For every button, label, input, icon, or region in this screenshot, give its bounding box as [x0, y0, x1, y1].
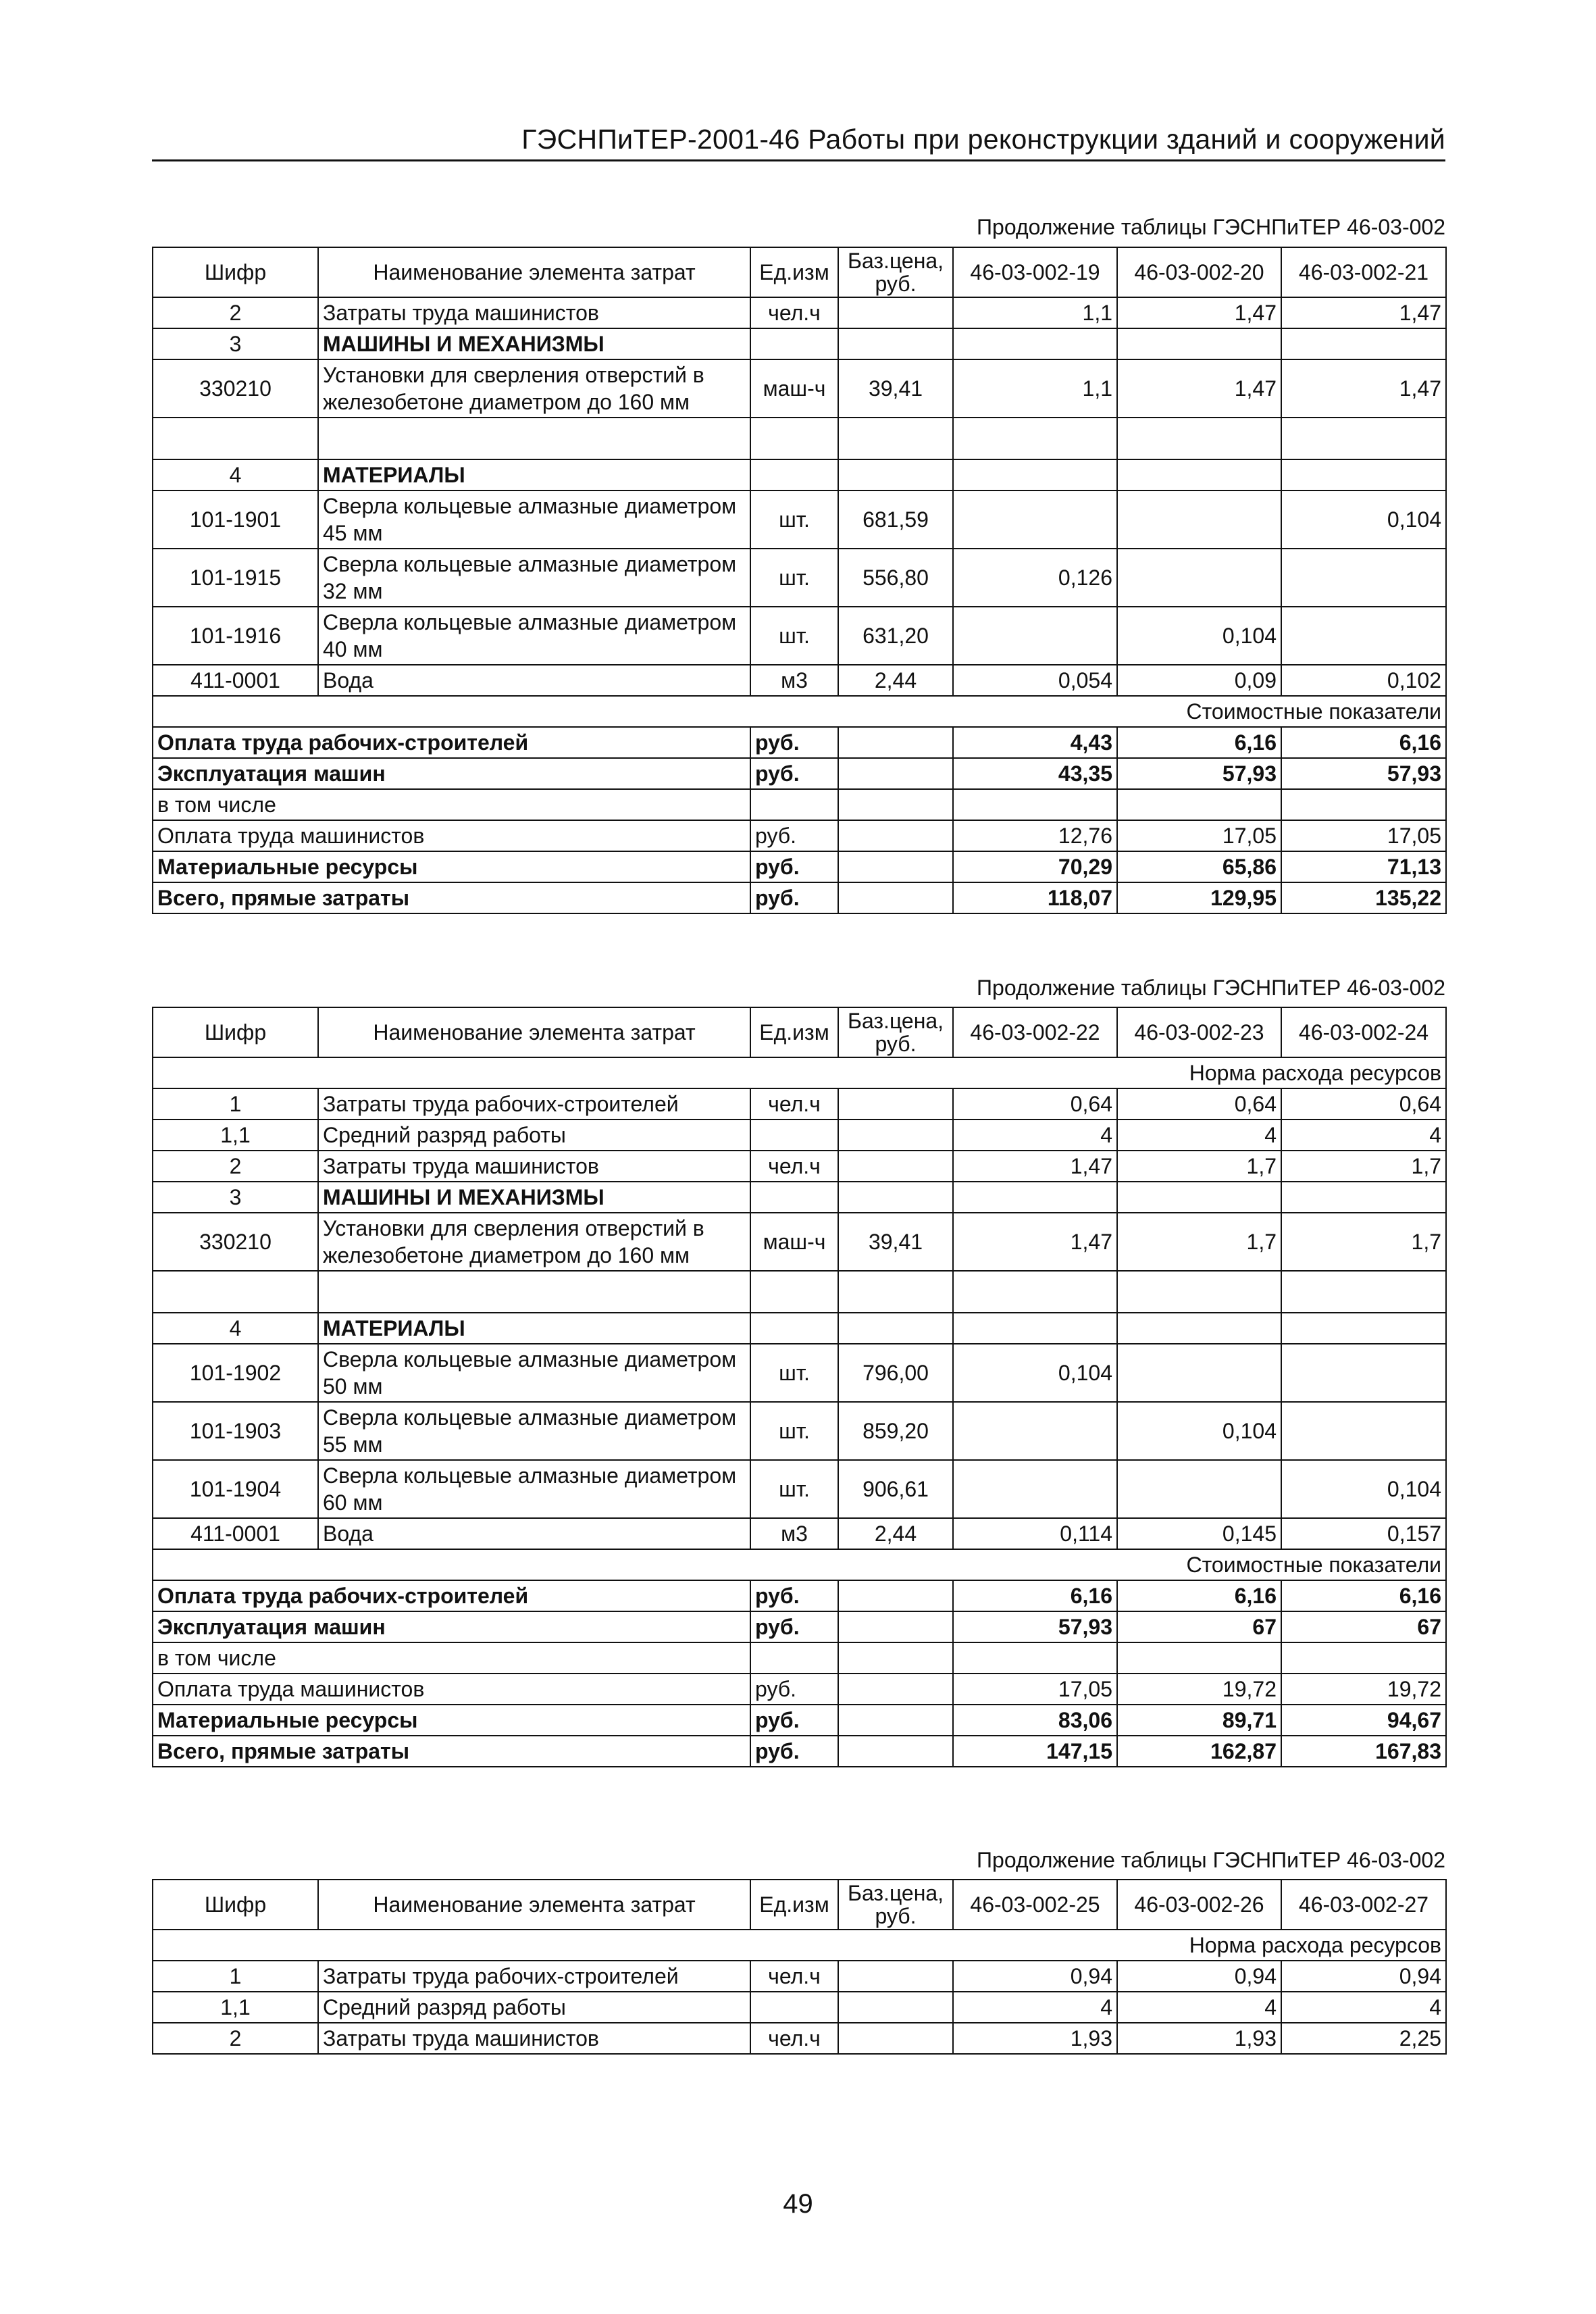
cost-value: 57,93: [1117, 758, 1281, 789]
row-code: 1: [153, 1961, 318, 1992]
cost-value: 89,71: [1117, 1705, 1281, 1736]
cost-value: 94,67: [1281, 1705, 1446, 1736]
row-value: [1281, 1344, 1446, 1402]
row-value: [953, 491, 1117, 549]
table-row: [153, 1518, 1446, 1549]
row-unit: [750, 1992, 838, 2023]
row-unit: шт.: [750, 1344, 838, 1402]
row-unit: чел.ч: [750, 297, 838, 328]
row-value: 0,64: [1117, 1088, 1281, 1120]
row-code: 101-1916: [153, 607, 318, 665]
cost-unit: руб.: [750, 882, 838, 913]
section-row: [153, 1182, 1446, 1213]
cost-name: Эксплуатация машин: [153, 758, 750, 789]
row-code: 411-0001: [153, 665, 318, 696]
row-value: 1,93: [953, 2023, 1117, 2054]
cost-indicators-label: Стоимостные показатели: [153, 1549, 1446, 1580]
resource-table-3: [152, 1879, 1447, 2055]
cost-value: 135,22: [1281, 882, 1446, 913]
row-value: 2,25: [1281, 2023, 1446, 2054]
cost-row: [153, 789, 1446, 820]
row-value: [953, 1460, 1117, 1518]
spacer-row: [153, 418, 1446, 459]
cost-row: [153, 1736, 1446, 1767]
cost-name: Материальные ресурсы: [153, 1705, 750, 1736]
row-price: [838, 1088, 953, 1120]
row-name: Средний разряд работы: [318, 1120, 750, 1151]
table3-caption: Продолжение таблицы ГЭСНПиТЕР 46-03-002: [977, 1848, 1445, 1872]
row-value: 1,47: [953, 1213, 1117, 1271]
norm-label: Норма расхода ресурсов: [153, 1930, 1446, 1961]
section-title-materials: МАТЕРИАЛЫ: [318, 459, 750, 491]
section-title-machines: МАШИНЫ И МЕХАНИЗМЫ: [318, 1182, 750, 1213]
col-name-header: Наименование элемента затрат: [318, 247, 750, 297]
row-unit: шт.: [750, 607, 838, 665]
row-value: [1117, 549, 1281, 607]
row-value: 4: [1117, 1992, 1281, 2023]
row-name: Сверла кольцевые алмазные диаметром 40 мм: [318, 607, 750, 665]
col-norm-header: 46-03-002-24: [1281, 1007, 1446, 1057]
table-row: [153, 1151, 1446, 1182]
row-value: 1,7: [1281, 1151, 1446, 1182]
row-value: 4: [1281, 1992, 1446, 2023]
cost-label-row: [153, 696, 1446, 727]
table-row: [153, 1213, 1446, 1271]
row-name: Вода: [318, 1518, 750, 1549]
row-price: 859,20: [838, 1402, 953, 1460]
col-code-header: Шифр: [153, 247, 318, 297]
cost-value: 6,16: [1281, 1580, 1446, 1611]
table-row: [153, 491, 1446, 549]
cost-unit: руб.: [750, 1611, 838, 1642]
table2-caption: Продолжение таблицы ГЭСНПиТЕР 46-03-002: [977, 976, 1445, 1000]
row-value: [1281, 607, 1446, 665]
table-row: [153, 1961, 1446, 1992]
table-row: [153, 1402, 1446, 1460]
section-row: [153, 1313, 1446, 1344]
row-price: [838, 297, 953, 328]
col-code-header: Шифр: [153, 1007, 318, 1057]
cost-value: 118,07: [953, 882, 1117, 913]
resource-table-1: [152, 247, 1447, 914]
row-name: Установки для сверления отверстий в железобетоне диаметром до 160 мм: [318, 1213, 750, 1271]
table-row: [153, 1460, 1446, 1518]
row-price: 39,41: [838, 1213, 953, 1271]
row-value: 1,47: [1281, 359, 1446, 418]
row-value: 0,114: [953, 1518, 1117, 1549]
cost-value: 57,93: [953, 1611, 1117, 1642]
cost-unit: руб.: [750, 758, 838, 789]
cost-name: Оплата труда машинистов: [153, 1674, 750, 1705]
row-name: Затраты труда рабочих-строителей: [318, 1088, 750, 1120]
row-value: 0,104: [1117, 607, 1281, 665]
col-price-header: Баз.цена, руб.: [838, 247, 953, 297]
row-value: 0,054: [953, 665, 1117, 696]
row-value: [953, 1402, 1117, 1460]
row-code: 2: [153, 297, 318, 328]
row-value: 4: [1117, 1120, 1281, 1151]
col-norm-header: 46-03-002-20: [1117, 247, 1281, 297]
norm-label: Норма расхода ресурсов: [153, 1057, 1446, 1088]
cost-value: 129,95: [1117, 882, 1281, 913]
cost-row: [153, 758, 1446, 789]
row-value: 0,104: [1117, 1402, 1281, 1460]
row-code: 1: [153, 1088, 318, 1120]
section-row: [153, 328, 1446, 359]
cost-value: 147,15: [953, 1736, 1117, 1767]
cost-name: Оплата труда рабочих-строителей: [153, 1580, 750, 1611]
row-unit: [750, 1120, 838, 1151]
cost-value: 17,05: [953, 1674, 1117, 1705]
row-value: [1117, 491, 1281, 549]
row-unit: чел.ч: [750, 1088, 838, 1120]
cost-label-row: [153, 1549, 1446, 1580]
cost-value: 67: [1117, 1611, 1281, 1642]
col-norm-header: 46-03-002-26: [1117, 1880, 1281, 1930]
cost-name: Оплата труда машинистов: [153, 820, 750, 851]
table-header-row: [153, 1880, 1446, 1930]
table-row: [153, 359, 1446, 418]
cost-value: 167,83: [1281, 1736, 1446, 1767]
row-unit: чел.ч: [750, 1151, 838, 1182]
table-row: [153, 665, 1446, 696]
row-value: 1,47: [953, 1151, 1117, 1182]
row-value: 1,1: [953, 297, 1117, 328]
cost-unit: руб.: [750, 727, 838, 758]
cost-value: 6,16: [1117, 1580, 1281, 1611]
row-code: 101-1903: [153, 1402, 318, 1460]
col-name-header: Наименование элемента затрат: [318, 1880, 750, 1930]
cost-row: [153, 851, 1446, 882]
cost-row: [153, 1674, 1446, 1705]
resource-table-2: [152, 1007, 1447, 1767]
cost-value: 19,72: [1281, 1674, 1446, 1705]
row-value: 0,157: [1281, 1518, 1446, 1549]
cost-value: 19,72: [1117, 1674, 1281, 1705]
row-name: Установки для сверления отверстий в железобетоне диаметром до 160 мм: [318, 359, 750, 418]
row-value: 1,7: [1117, 1151, 1281, 1182]
page-header-title: ГЭСНПиТЕР-2001-46 Работы при реконструкции зданий и сооружений: [521, 124, 1445, 155]
row-name: Вода: [318, 665, 750, 696]
row-price: 631,20: [838, 607, 953, 665]
row-code: 101-1901: [153, 491, 318, 549]
row-value: [1281, 549, 1446, 607]
col-norm-header: 46-03-002-27: [1281, 1880, 1446, 1930]
row-value: 4: [1281, 1120, 1446, 1151]
cost-value: 67: [1281, 1611, 1446, 1642]
section-code: 3: [153, 328, 318, 359]
row-value: 1,7: [1281, 1213, 1446, 1271]
row-unit: маш-ч: [750, 359, 838, 418]
row-price: [838, 1961, 953, 1992]
row-code: 411-0001: [153, 1518, 318, 1549]
col-code-header: Шифр: [153, 1880, 318, 1930]
row-code: 1,1: [153, 1992, 318, 2023]
row-value: 4: [953, 1992, 1117, 2023]
row-code: 2: [153, 1151, 318, 1182]
cost-name: Эксплуатация машин: [153, 1611, 750, 1642]
row-name: Сверла кольцевые алмазные диаметром 60 мм: [318, 1460, 750, 1518]
page-number: 49: [783, 2189, 813, 2219]
row-name: Средний разряд работы: [318, 1992, 750, 2023]
cost-value: 65,86: [1117, 851, 1281, 882]
row-value: 0,09: [1117, 665, 1281, 696]
row-price: [838, 1151, 953, 1182]
table1-caption: Продолжение таблицы ГЭСНПиТЕР 46-03-002: [977, 215, 1445, 239]
cost-row: [153, 1705, 1446, 1736]
row-unit: м3: [750, 1518, 838, 1549]
row-code: 101-1904: [153, 1460, 318, 1518]
row-value: 0,94: [1281, 1961, 1446, 1992]
cost-value: 17,05: [1281, 820, 1446, 851]
cost-name: Всего, прямые затраты: [153, 882, 750, 913]
cost-value: 12,76: [953, 820, 1117, 851]
col-unit-header: Ед.изм: [750, 247, 838, 297]
row-value: 0,94: [953, 1961, 1117, 1992]
row-value: 0,126: [953, 549, 1117, 607]
cost-row: [153, 727, 1446, 758]
row-unit: шт.: [750, 1460, 838, 1518]
col-name-header: Наименование элемента затрат: [318, 1007, 750, 1057]
row-name: Затраты труда рабочих-строителей: [318, 1961, 750, 1992]
col-unit-header: Ед.изм: [750, 1880, 838, 1930]
row-price: [838, 1120, 953, 1151]
table-row: [153, 607, 1446, 665]
row-code: 101-1915: [153, 549, 318, 607]
cost-name: в том числе: [153, 789, 750, 820]
row-name: Сверла кольцевые алмазные диаметром 55 мм: [318, 1402, 750, 1460]
row-value: 0,102: [1281, 665, 1446, 696]
section-row: [153, 459, 1446, 491]
section-title-machines: МАШИНЫ И МЕХАНИЗМЫ: [318, 328, 750, 359]
section-code: 4: [153, 1313, 318, 1344]
row-price: 796,00: [838, 1344, 953, 1402]
table-row: [153, 1344, 1446, 1402]
cost-unit: руб.: [750, 1674, 838, 1705]
cost-value: 6,16: [1281, 727, 1446, 758]
cost-unit: руб.: [750, 851, 838, 882]
cost-value: 17,05: [1117, 820, 1281, 851]
row-name: Сверла кольцевые алмазные диаметром 45 мм: [318, 491, 750, 549]
row-value: [953, 607, 1117, 665]
col-price-header: Баз.цена, руб.: [838, 1880, 953, 1930]
row-unit: шт.: [750, 1402, 838, 1460]
col-norm-header: 46-03-002-19: [953, 247, 1117, 297]
row-value: [1117, 1344, 1281, 1402]
cost-unit: руб.: [750, 1580, 838, 1611]
row-unit: шт.: [750, 549, 838, 607]
row-unit: м3: [750, 665, 838, 696]
cost-unit: руб.: [750, 1736, 838, 1767]
row-code: 1,1: [153, 1120, 318, 1151]
cost-name: в том числе: [153, 1642, 750, 1674]
row-value: [1117, 1460, 1281, 1518]
cost-value: 43,35: [953, 758, 1117, 789]
row-price: 2,44: [838, 1518, 953, 1549]
row-name: Затраты труда машинистов: [318, 2023, 750, 2054]
row-code: 330210: [153, 359, 318, 418]
col-norm-header: 46-03-002-25: [953, 1880, 1117, 1930]
row-name: Сверла кольцевые алмазные диаметром 50 мм: [318, 1344, 750, 1402]
row-value: 0,145: [1117, 1518, 1281, 1549]
row-value: 1,47: [1117, 359, 1281, 418]
col-norm-header: 46-03-002-21: [1281, 247, 1446, 297]
cost-row: [153, 1642, 1446, 1674]
row-code: 101-1902: [153, 1344, 318, 1402]
cost-row: [153, 820, 1446, 851]
row-price: [838, 2023, 953, 2054]
cost-indicators-label: Стоимостные показатели: [153, 696, 1446, 727]
cost-value: 6,16: [953, 1580, 1117, 1611]
table-row: [153, 1088, 1446, 1120]
row-name: Затраты труда машинистов: [318, 297, 750, 328]
cost-name: Материальные ресурсы: [153, 851, 750, 882]
row-unit: чел.ч: [750, 2023, 838, 2054]
row-value: 0,64: [1281, 1088, 1446, 1120]
row-value: 0,104: [1281, 491, 1446, 549]
page-header: [152, 120, 1445, 161]
row-value: 1,93: [1117, 2023, 1281, 2054]
row-value: 1,1: [953, 359, 1117, 418]
table-row: [153, 1992, 1446, 2023]
cost-value: 57,93: [1281, 758, 1446, 789]
cost-value: 162,87: [1117, 1736, 1281, 1767]
table-row: [153, 2023, 1446, 2054]
col-norm-header: 46-03-002-23: [1117, 1007, 1281, 1057]
row-name: Затраты труда машинистов: [318, 1151, 750, 1182]
cost-name: Всего, прямые затраты: [153, 1736, 750, 1767]
row-price: [838, 1992, 953, 2023]
row-value: 0,104: [1281, 1460, 1446, 1518]
table-header-row: [153, 247, 1446, 297]
section-code: 4: [153, 459, 318, 491]
row-value: 4: [953, 1120, 1117, 1151]
section-title-materials: МАТЕРИАЛЫ: [318, 1313, 750, 1344]
row-unit: шт.: [750, 491, 838, 549]
cost-value: 6,16: [1117, 727, 1281, 758]
col-norm-header: 46-03-002-22: [953, 1007, 1117, 1057]
row-value: 0,104: [953, 1344, 1117, 1402]
cost-name: Оплата труда рабочих-строителей: [153, 727, 750, 758]
cost-value: 83,06: [953, 1705, 1117, 1736]
row-code: 2: [153, 2023, 318, 2054]
row-unit: чел.ч: [750, 1961, 838, 1992]
row-unit: маш-ч: [750, 1213, 838, 1271]
row-price: 556,80: [838, 549, 953, 607]
col-price-header: Баз.цена, руб.: [838, 1007, 953, 1057]
cost-unit: руб.: [750, 1705, 838, 1736]
cost-row: [153, 882, 1446, 913]
spacer-row: [153, 1271, 1446, 1313]
cost-unit: руб.: [750, 820, 838, 851]
row-value: 0,64: [953, 1088, 1117, 1120]
col-unit-header: Ед.изм: [750, 1007, 838, 1057]
cost-row: [153, 1580, 1446, 1611]
row-value: [1281, 1402, 1446, 1460]
cost-value: 4,43: [953, 727, 1117, 758]
norm-label-row: [153, 1057, 1446, 1088]
row-price: 681,59: [838, 491, 953, 549]
row-value: 1,47: [1281, 297, 1446, 328]
table-row: [153, 1120, 1446, 1151]
table-header-row: [153, 1007, 1446, 1057]
cost-row: [153, 1611, 1446, 1642]
section-code: 3: [153, 1182, 318, 1213]
row-price: 39,41: [838, 359, 953, 418]
row-value: 1,47: [1117, 297, 1281, 328]
cost-value: 71,13: [1281, 851, 1446, 882]
row-value: 1,7: [1117, 1213, 1281, 1271]
cost-value: 70,29: [953, 851, 1117, 882]
row-code: 330210: [153, 1213, 318, 1271]
row-price: 906,61: [838, 1460, 953, 1518]
row-value: 0,94: [1117, 1961, 1281, 1992]
row-name: Сверла кольцевые алмазные диаметром 32 мм: [318, 549, 750, 607]
table-row: [153, 549, 1446, 607]
norm-label-row: [153, 1930, 1446, 1961]
row-price: 2,44: [838, 665, 953, 696]
table-row: [153, 297, 1446, 328]
